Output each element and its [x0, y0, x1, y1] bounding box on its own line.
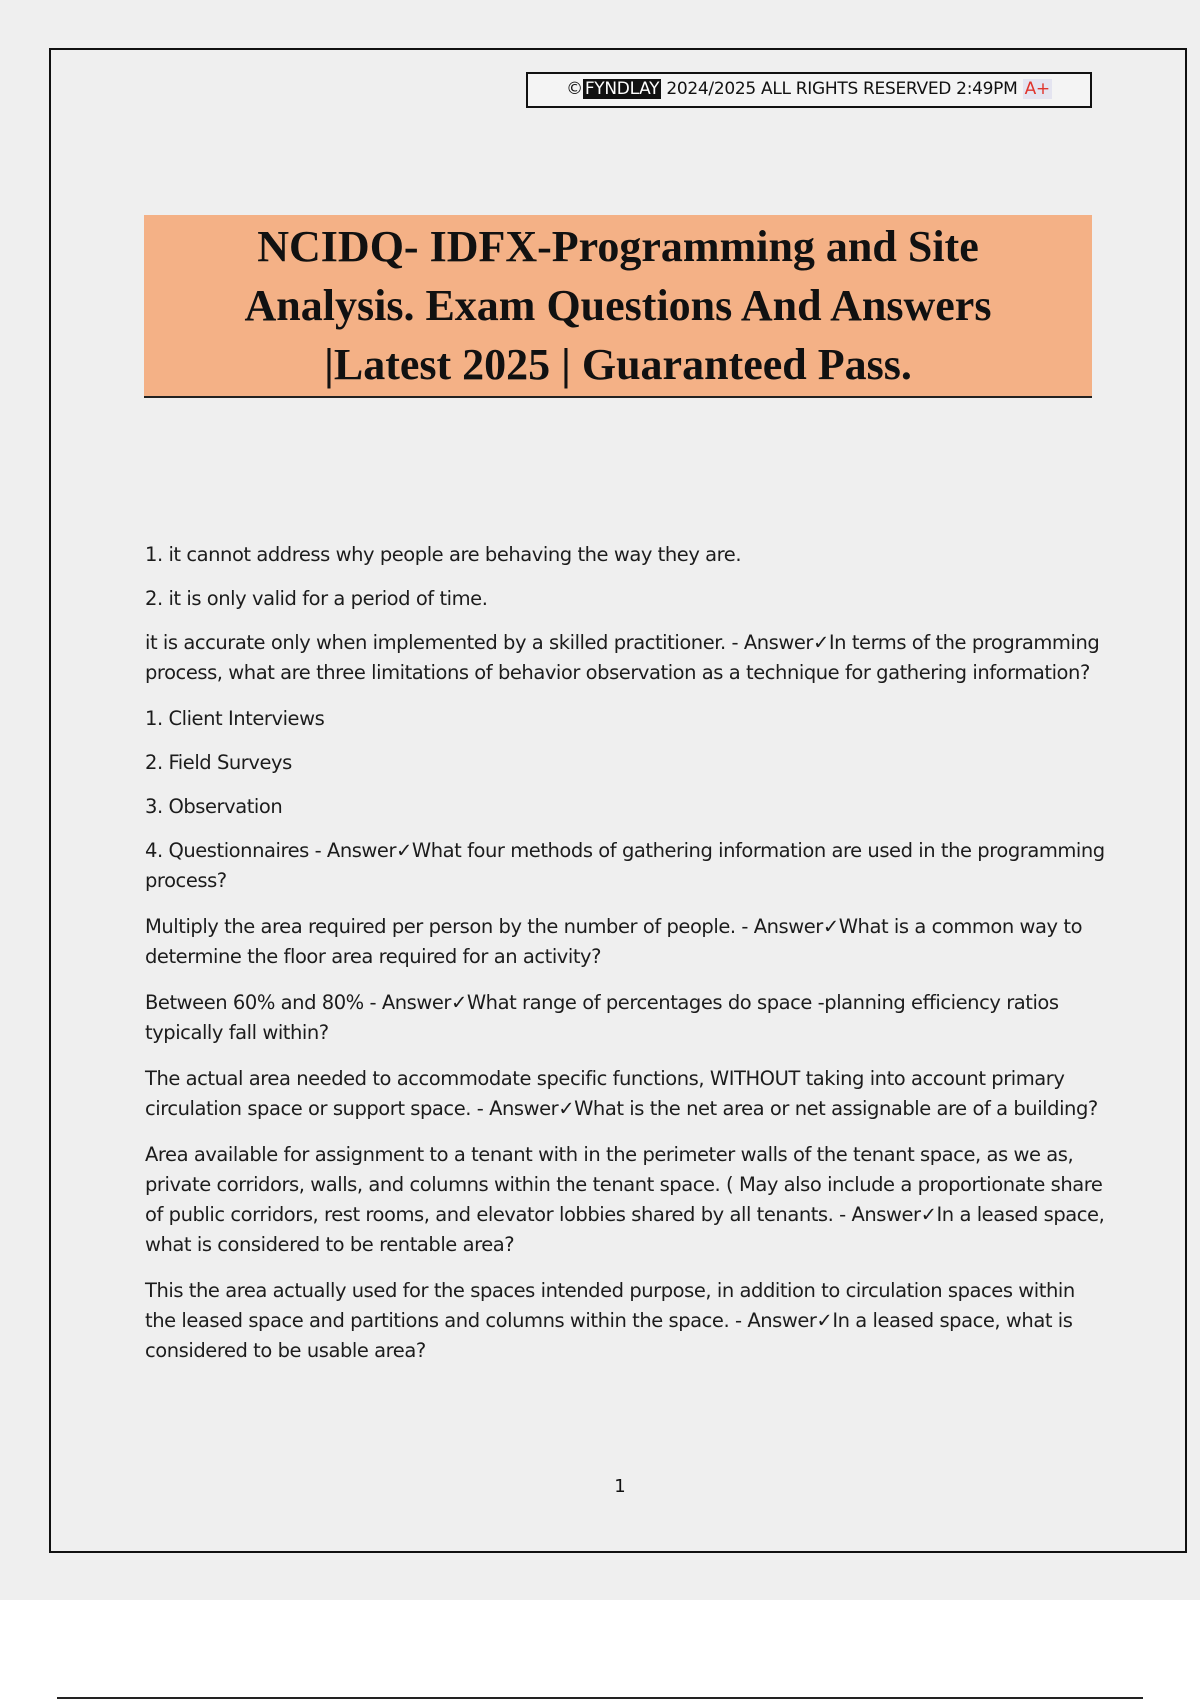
page-number: 1	[614, 1476, 626, 1497]
paragraph: Multiply the area required per person by the number of people. - Answer✓What is a common way to determine the floor area required for an activity?	[145, 915, 1083, 968]
title-line-1: NCIDQ- IDFX-Programming and Site	[257, 222, 979, 271]
document-page	[49, 48, 1187, 1553]
paragraph: 1. it cannot address why people are behaving the way they are.	[145, 543, 742, 566]
title-line-2: Analysis. Exam Questions And Answers	[244, 281, 992, 330]
paragraph: 4. Questionnaires - Answer✓What four methods of gathering information are used in the programming process?	[145, 839, 1105, 892]
brand-name: FYNDLAY	[584, 79, 660, 99]
copyright-symbol: ©	[566, 79, 583, 99]
paragraph: The actual area needed to accommodate specific functions, WITHOUT taking into account primary circulation space or support space. - Answer✓What is the net area or net assignable are of a building?	[145, 1067, 1098, 1120]
paragraph: it is accurate only when implemented by a skilled practitioner. - Answer✓In terms of the programming process, what are three limitations of behavior observation as a technique for gathering information?	[145, 631, 1100, 684]
copyright-header	[526, 72, 1092, 108]
document-title	[168, 217, 1068, 394]
paragraph: 2. it is only valid for a period of time.	[145, 587, 488, 610]
paragraph: 2. Field Surveys	[145, 751, 292, 774]
paragraph: 1. Client Interviews	[145, 707, 325, 730]
paragraph: This the area actually used for the spaces intended purpose, in addition to circulation spaces within the leased space and partitions and columns within the space. - Answer✓In a leased space, what is considered to be usable area?	[145, 1279, 1075, 1362]
next-page-rule	[57, 1697, 1143, 1699]
paragraph: Between 60% and 80% - Answer✓What range of percentages do space -planning efficiency ratios typically fall within?	[145, 991, 1059, 1044]
paragraph: 3. Observation	[145, 795, 283, 818]
qa-content	[145, 540, 1105, 1382]
grade-badge: A+	[1024, 79, 1050, 99]
rights-text: 2024/2025 ALL RIGHTS RESERVED 2:49PM	[661, 79, 1023, 99]
title-line-3: |Latest 2025 | Guaranteed Pass.	[324, 340, 912, 389]
title-banner	[144, 215, 1092, 398]
paragraph: Area available for assignment to a tenant with in the perimeter walls of the tenant space, as we as, private corridors, walls, and columns within the tenant space. ( May also include a proportionate share of public corridors, rest rooms, and elevator lobbies shared by all tenants. - Answer✓In a leased space, what is considered to be rentable area?	[145, 1143, 1105, 1256]
